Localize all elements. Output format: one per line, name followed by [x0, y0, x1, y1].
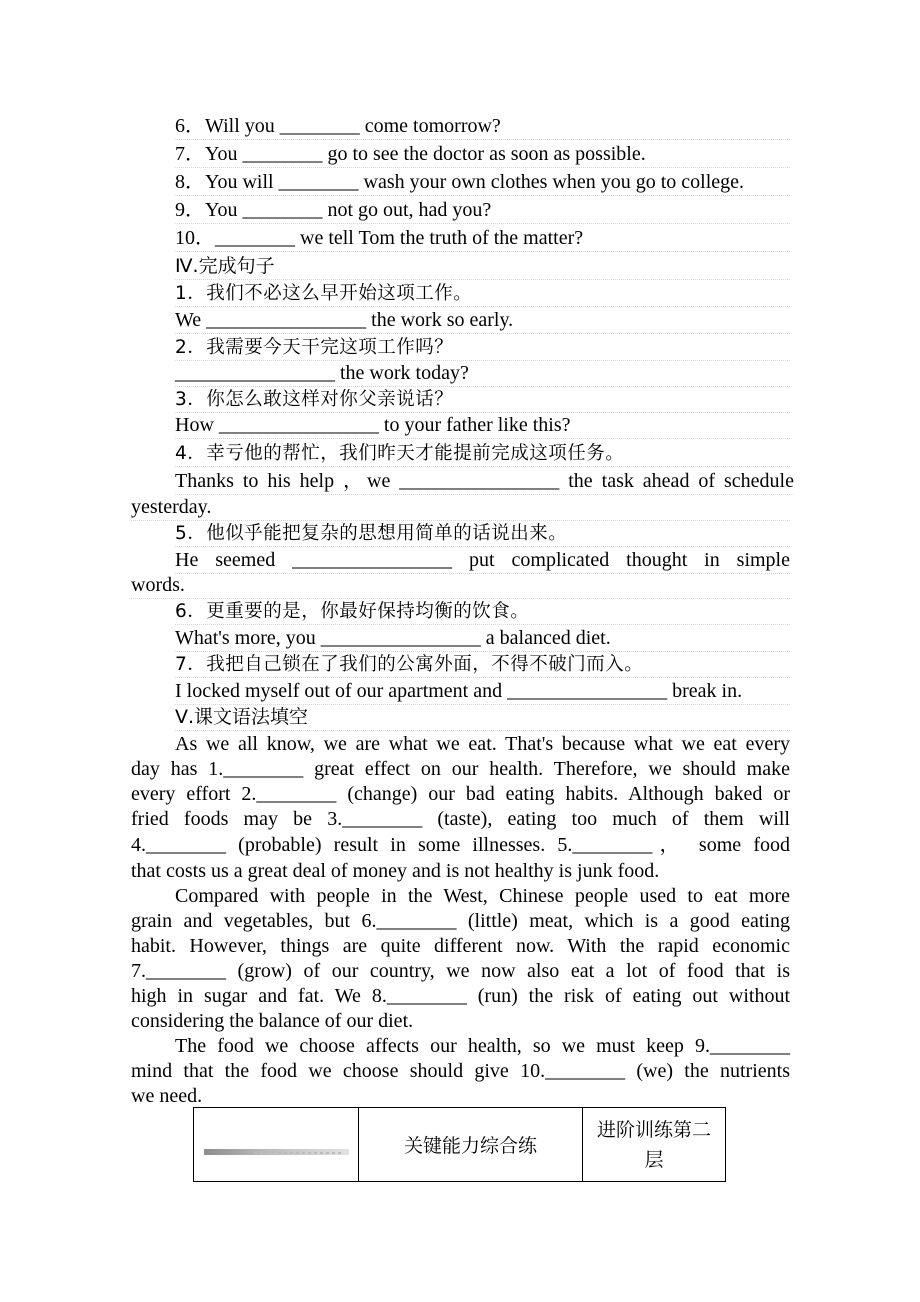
paragraph-line: mind that the food we choose should give 10.________ (we) the nutrients	[131, 1060, 790, 1082]
english-answer-line: What's more, you ________________ a balanced diet.	[175, 626, 790, 652]
exercise-line: 10．________ we tell Tom the truth of the matter?	[175, 226, 790, 252]
english-answer-line: ________________ the work today?	[175, 361, 790, 387]
chinese-prompt: 4．幸亏他的帮忙，我们昨天才能提前完成这项任务。	[175, 441, 790, 467]
paragraph-line: habit. However, things are quite different now. With the rapid economic	[131, 935, 790, 957]
paragraph-line: considering the balance of our diet.	[131, 1010, 414, 1032]
section-banner-table	[193, 1107, 726, 1182]
paragraph-line: day has 1.________ great effect on our health. Therefore, we should make	[131, 758, 790, 780]
paragraph-line: 7.________ (grow) of our country, we now also eat a lot of food that is	[131, 960, 790, 982]
exercise-line: 8．You will ________ wash your own clothes when you go to college.	[175, 170, 790, 196]
paragraph-line: we need.	[131, 1085, 203, 1107]
exercise-line: 9．You ________ not go out, had you?	[175, 198, 790, 224]
english-answer-line: He seemed ________________ put complicated thought in simple	[175, 548, 790, 574]
banner-center-label: 关键能力综合练	[359, 1108, 583, 1181]
exercise-line: 7．You ________ go to see the doctor as soon as possible.	[175, 142, 790, 168]
chinese-prompt: 3．你怎么敢这样对你父亲说话？	[175, 387, 790, 413]
english-answer-line: I locked myself out of our apartment and ________________ break in.	[175, 679, 790, 705]
english-answer-line: words.	[131, 573, 790, 599]
english-answer-line: yesterday.	[131, 495, 790, 521]
paragraph-line: fried foods may be 3.________ (taste), eating too much of them will	[131, 808, 790, 830]
banner-right-label: 进阶训练第二层	[596, 1118, 711, 1171]
chinese-prompt: 1．我们不必这么早开始这项工作。	[175, 281, 790, 307]
chinese-prompt: 2．我需要今天干完这项工作吗？	[175, 335, 790, 361]
paragraph-line: grain and vegetables, but 6.________ (little) meat, which is a good eating	[131, 910, 790, 932]
banner-decoration-cell	[194, 1108, 359, 1181]
paragraph-line: high in sugar and fat. We 8.________ (run) the risk of eating out without	[131, 985, 790, 1007]
english-answer-line: How ________________ to your father like this?	[175, 413, 790, 439]
section-heading-complete-sentences: Ⅳ.完成句子	[175, 254, 790, 280]
paragraph-line: Compared with people in the West, Chinese people used to eat more	[175, 885, 790, 907]
decorative-dots-icon	[254, 1152, 344, 1154]
section-heading-grammar-fill: Ⅴ.课文语法填空	[175, 705, 790, 731]
paragraph-line: every effort 2.________ (change) our bad eating habits. Although baked or	[131, 783, 790, 805]
chinese-prompt: 5．他似乎能把复杂的思想用简单的话说出来。	[175, 521, 790, 547]
english-answer-line: Thanks to his help ，we ________________ the task ahead of schedule	[175, 469, 794, 495]
english-answer-line: We ________________ the work so early.	[175, 308, 790, 334]
paragraph-line: that costs us a great deal of money and is not healthy is junk food.	[131, 860, 660, 882]
chinese-prompt: 6．更重要的是，你最好保持均衡的饮食。	[175, 599, 790, 625]
paragraph-line: As we all know, we are what we eat. That's because what we eat every	[175, 733, 790, 755]
exercise-line: 6．Will you ________ come tomorrow?	[175, 114, 790, 140]
chinese-prompt: 7．我把自己锁在了我们的公寓外面，不得不破门而入。	[175, 652, 790, 678]
paragraph-line: 4.________ (probable) result in some illnesses. 5.________， some food	[131, 834, 790, 856]
paragraph-line: The food we choose affects our health, so we must keep 9.________	[175, 1035, 790, 1057]
